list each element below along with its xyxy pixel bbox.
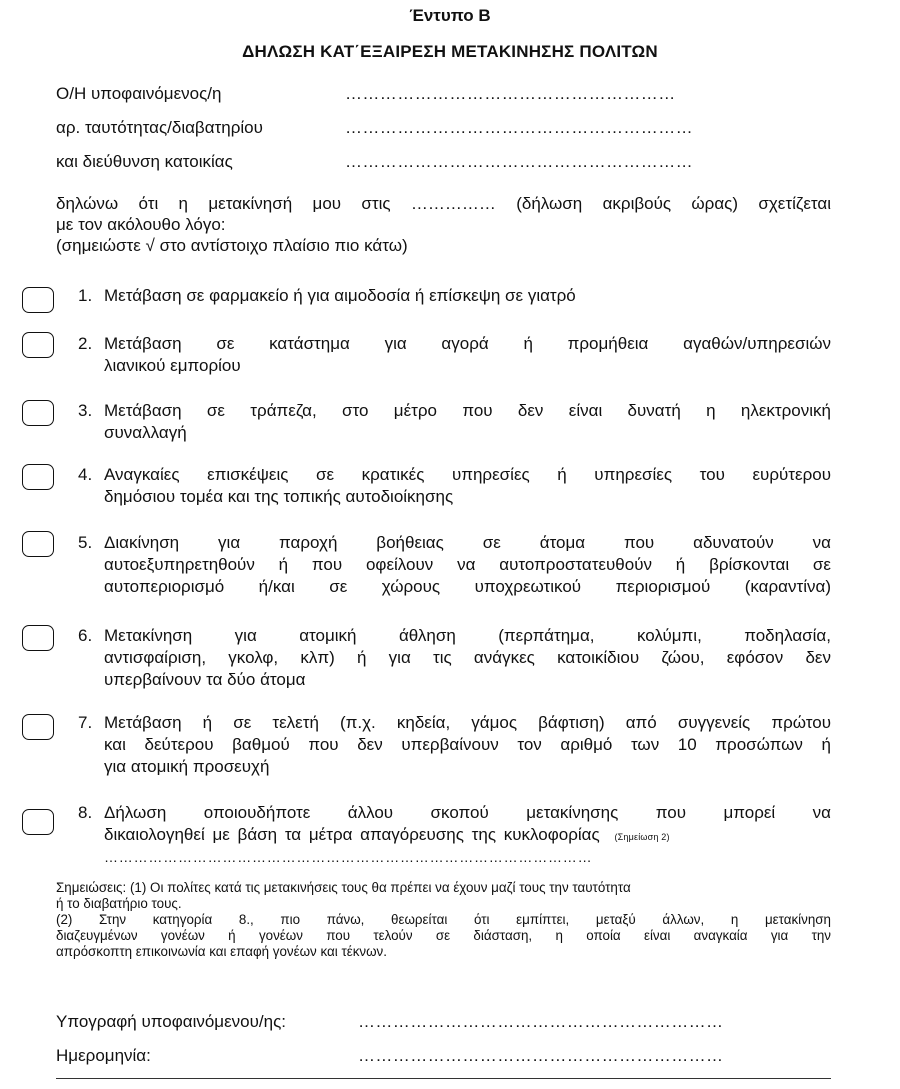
field-address-blank[interactable]: ……………………………………………………: [345, 152, 693, 171]
option-4-line: Αναγκαίες επισκέψεις σε κρατικές υπηρεσίες ή υπηρεσίες του ευρύτερου: [104, 465, 831, 484]
declaration-paragraph: [56, 193, 831, 256]
option-5-line: αυτοεξυπηρετηθούν ή που οφείλουν να αυτοπροστατευθούν ή βρίσκονται σε: [104, 555, 831, 574]
option-3-line: Μετάβαση σε τράπεζα, στο μέτρο που δεν είναι δυνατή η ηλεκτρονική: [104, 401, 831, 420]
declaration-line: με τον ακόλουθο λόγο:: [56, 215, 226, 234]
field-id-label: αρ. ταυτότητας/διαβατηρίου: [56, 118, 263, 137]
option-8-line-text: δικαιολογηθεί με βάση τα μέτρα απαγόρευσης της κυκλοφορίας: [104, 825, 600, 844]
signature-label: Υπογραφή υποφαινόμενου/ης:: [56, 1012, 287, 1031]
option-7-text: [104, 712, 831, 778]
form-heading: ΔΗΛΩΣΗ ΚΑΤ΄ΕΞΑΙΡΕΣΗ ΜΕΤΑΚΙΝΗΣΗΣ ΠΟΛΙΤΩΝ: [242, 42, 658, 61]
field-id-blank[interactable]: ……………………………………………………: [345, 118, 693, 137]
option-6-line: αντισφαίριση, γκολφ, κλπ) ή για τις ανάγκες κατοικίδιου ζώου, εφόσον δεν: [104, 648, 831, 667]
option-8-checkbox[interactable]: [22, 809, 54, 835]
option-5-text: [104, 532, 831, 598]
option-5-number: 5.: [78, 533, 93, 552]
option-2-number: 2.: [78, 334, 93, 353]
option-7-line: για ατομική προσευχή: [104, 757, 270, 776]
option-5-line: αυτοπεριορισμό ή/και σε χώρους υποχρεωτικού περιορισμού (καραντίνα): [104, 577, 831, 596]
option-4-text: [104, 464, 831, 508]
option-7-line: και δεύτερου βαθμού που δεν υπερβαίνουν τον αριθμό των 10 προσώπων ή: [104, 735, 831, 754]
option-2-line: Μετάβαση σε κατάστημα για αγορά ή προμήθεια αγαθών/υπηρεσιών: [104, 334, 831, 353]
option-1-checkbox[interactable]: [22, 287, 54, 313]
option-6-number: 6.: [78, 626, 93, 645]
option-4-line: δημόσιου τομέα και της τοπικής αυτοδιοίκησης: [104, 487, 454, 506]
option-2-checkbox[interactable]: [22, 332, 54, 358]
date-label: Ημερομηνία:: [56, 1046, 151, 1065]
bottom-rule: [56, 1078, 831, 1079]
option-8-note: (Σημείωση 2): [614, 832, 670, 842]
option-6-checkbox[interactable]: [22, 625, 54, 651]
option-6-text: [104, 625, 831, 691]
option-7-line: Μετάβαση ή σε τελετή (π.χ. κηδεία, γάμος βάφτιση) από συγγενείς πρώτου: [104, 713, 831, 732]
option-1-line: Μετάβαση σε φαρμακείο ή για αιμοδοσία ή επίσκεψη σε γιατρό: [104, 286, 576, 305]
option-4-number: 4.: [78, 465, 93, 484]
note-2: (2) Στην κατηγορία 8., πιο πάνω, θεωρείται ότι εμπίπτει, μεταξύ άλλων, η μετακίνηση: [56, 912, 831, 927]
signature-blank[interactable]: ………………………………………………………: [358, 1012, 724, 1031]
option-2-line: λιανικού εμπορίου: [104, 356, 241, 375]
option-8-number: 8.: [78, 803, 93, 822]
note-2-end: απρόσκοπτη επικοινωνία και επαφή γονέων και τέκνων.: [56, 944, 387, 959]
field-name-blank[interactable]: …………………………………………………: [345, 84, 676, 103]
declaration-line: δηλώνω ότι η μετακίνησή μου στις …………… (δήλωση ακριβούς ώρας) σχετίζεται: [56, 194, 831, 213]
option-3-checkbox[interactable]: [22, 400, 54, 426]
option-5-line: Διακίνηση για παροχή βοήθειας σε άτομα που αδυνατούν να: [104, 533, 831, 552]
note-1-cont: ή το διαβατήριο τους.: [56, 896, 182, 911]
note-2-cont: διαζευγμένων γονέων ή γονέων που τελούν σε διάσταση, η οποία είναι αναγκαία για την: [56, 928, 831, 943]
note-1: Σημειώσεις: (1) Οι πολίτες κατά τις μετακινήσεις τους θα πρέπει να έχουν μαζί τους την ταυτότητα: [56, 880, 631, 895]
option-8-text: [104, 802, 831, 868]
option-4-checkbox[interactable]: [22, 464, 54, 490]
option-2-text: [104, 333, 831, 377]
option-6-line: Μετακίνηση για ατομική άθληση (περπάτημα, κολύμπι, ποδηλασία,: [104, 626, 831, 645]
field-name-label: Ο/Η υποφαινόμενος/η: [56, 84, 222, 103]
date-blank[interactable]: ………………………………………………………: [358, 1046, 724, 1065]
option-8-line: Δήλωση οποιουδήποτε άλλου σκοπού μετακίνησης που μπορεί να: [104, 803, 831, 822]
option-1-number: 1.: [78, 286, 93, 305]
notes-section: [56, 880, 831, 960]
declaration-hint: (σημειώστε √ στο αντίστοιχο πλαίσιο πιο κάτω): [56, 236, 408, 255]
option-3-text: [104, 400, 831, 444]
field-address-label: και διεύθυνση κατοικίας: [56, 152, 233, 171]
option-5-checkbox[interactable]: [22, 531, 54, 557]
option-7-number: 7.: [78, 713, 93, 732]
form-title: Έντυπο Β: [409, 6, 491, 25]
option-6-line: υπερβαίνουν τα δύο άτομα: [104, 670, 306, 689]
option-1-text: [104, 285, 831, 307]
option-7-checkbox[interactable]: [22, 714, 54, 740]
option-3-number: 3.: [78, 401, 93, 420]
option-3-line: συναλλαγή: [104, 423, 187, 442]
option-8-line: [104, 824, 831, 846]
option-8-other-blank[interactable]: ………………………………………………………………………………………: [104, 849, 593, 865]
